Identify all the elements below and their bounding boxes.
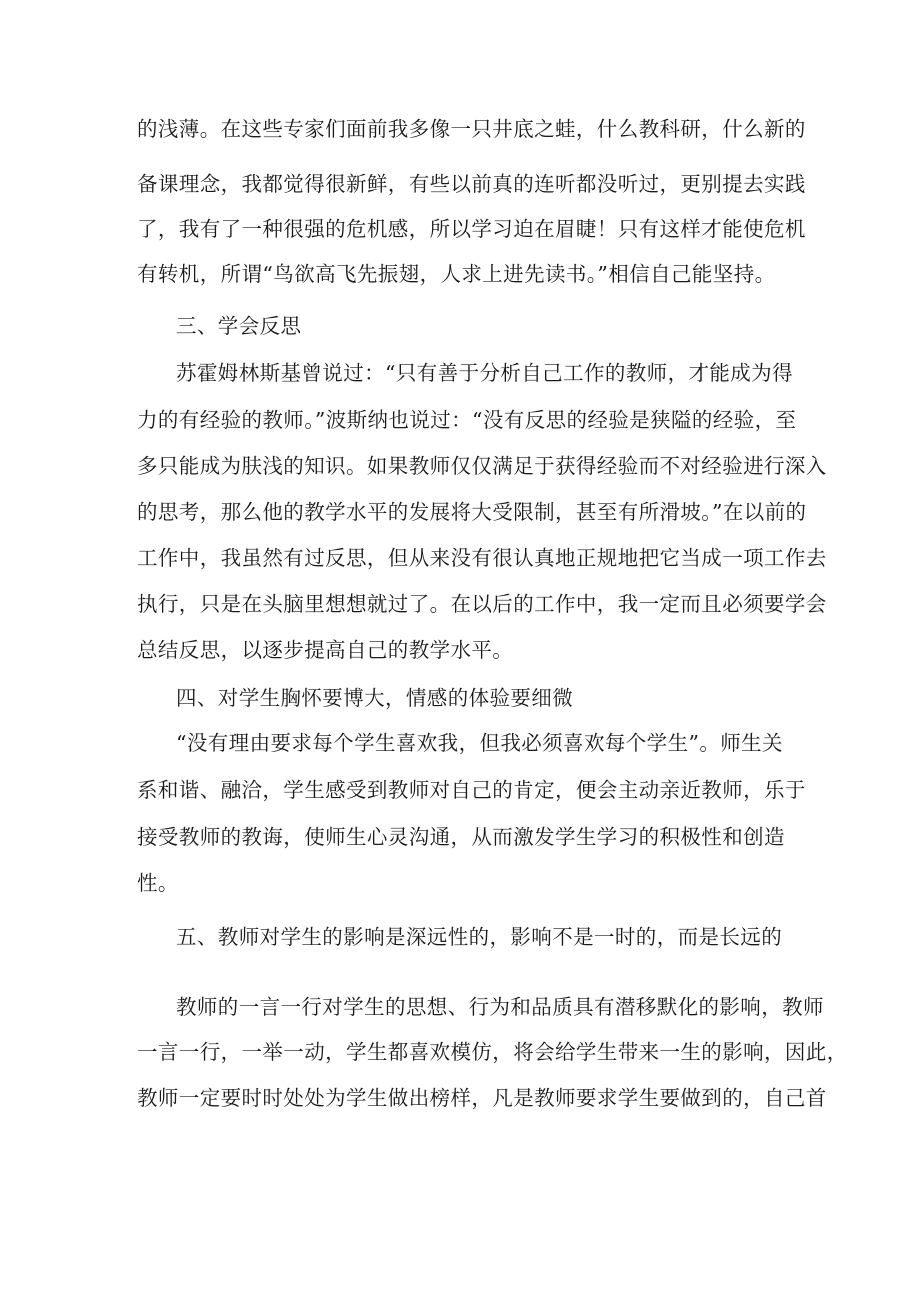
text-line: 了，我有了一种很强的危机感，所以学习迫在眉睫！只有这样才能使危机 xyxy=(137,217,806,241)
text-line: 总结反思，以逐步提高自己的教学水平。 xyxy=(137,638,514,662)
text-line: 工作中，我虽然有过反思，但从来没有很认真地正规地把它当成一项工作去 xyxy=(137,546,827,570)
text-line: 备课理念，我都觉得很新鲜，有些以前真的连听都没听过，更别提去实践 xyxy=(137,172,806,196)
text-line: 的浅薄。在这些专家们面前我多像一只井底之蛙，什么教科研，什么新的 xyxy=(137,117,806,141)
text-line: 多只能成为肤浅的知识。如果教师仅仅满足于获得经验而不对经验进行深入 xyxy=(137,454,827,478)
text-line: 教师一定要时时处处为学生做出榜样，凡是教师要求学生要做到的，自己首 xyxy=(137,1086,827,1110)
text-line: 教师的一言一行对学生的思想、行为和品质具有潜移默化的影响，教师 xyxy=(176,995,824,1019)
text-line: 苏霍姆林斯基曾说过：“只有善于分析自己工作的教师，才能成为得 xyxy=(176,361,793,385)
text-line: 接受教师的教诲，使师生心灵沟通，从而激发学生学习的积极性和创造 xyxy=(137,825,785,849)
section-heading: 四、对学生胸怀要博大，情感的体验要细微 xyxy=(176,686,574,710)
text-line: “没有理由要求每个学生喜欢我，但我必须喜欢每个学生”。师生关 xyxy=(176,731,783,755)
text-line: 的思考，那么他的教学水平的发展将大受限制，甚至有所滑坡。”在以前的 xyxy=(137,500,807,524)
text-line: 执行，只是在头脑里想想就过了。在以后的工作中，我一定而且必须要学会 xyxy=(137,592,827,616)
text-line: 系和谐、融洽，学生感受到教师对自己的肯定，便会主动亲近教师，乐于 xyxy=(137,778,806,802)
section-heading: 五、教师对学生的影响是深远性的，影响不是一时的，而是长远的 xyxy=(176,925,783,949)
section-heading: 三、学会反思 xyxy=(176,314,302,338)
text-line: 一言一行，一举一动，学生都喜欢模仿，将会给学生带来一生的影响，因此， xyxy=(137,1040,848,1064)
text-line: 力的有经验的教师。”波斯纳也说过：“没有反思的经验是狭隘的经验，至 xyxy=(137,408,797,432)
text-line: 有转机，所谓“鸟欲高飞先振翅，人求上进先读书。”相信自己能坚持。 xyxy=(137,262,776,286)
text-line: 性。 xyxy=(137,871,179,895)
